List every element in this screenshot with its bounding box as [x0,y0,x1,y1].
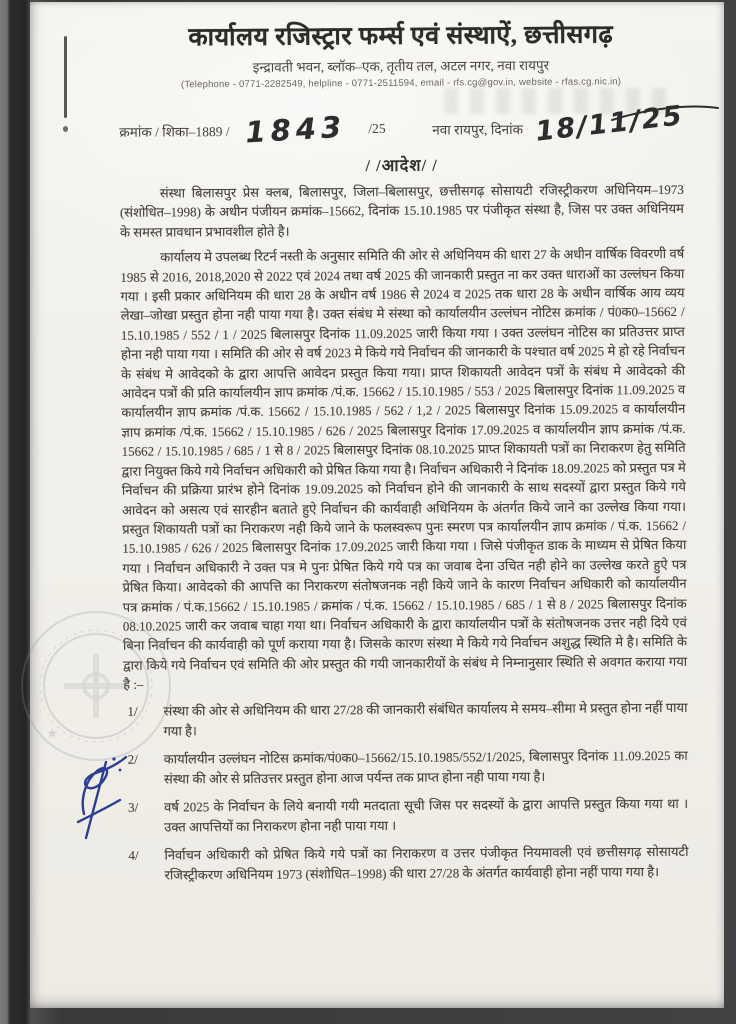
list-item-number: 2/ [127,751,138,767]
list-item [124,793,688,838]
list-item [124,745,688,790]
seal-star-glyph: ★ [46,727,59,742]
handwritten-date: 18/11/25 [533,100,685,148]
handwritten-ref-number: 1843 [244,109,348,150]
list-item-number: 1/ [127,703,138,719]
list-item-text: कार्यालयीन उल्लंघन नोटिस क्रमांक/पं0क0–15662/15.10.1985/552/1/2025, बिलासपुर दिनांक 11.09.2025 का संस्था की ओर से प्रतिउत्तर प्रस्तुत होना आज पर्यन्त तक प्राप्त होना नही पाया गया है। [163,747,688,787]
list-item-number: 4/ [128,847,139,863]
list-item-text: निर्वाचन अधिकारी को प्रेषित किये गये पत्रों का निराकरण व उत्तर पंजीकृत नियमावली एवं छत्तीसगढ़ सोसायटी रजिस्ट्रीकरण अधिनियम 1973 (संशोधित–1998) की धारा 27/28 के अंतर्गत कार्यवाही होना नहीं पाया गया है। [164,843,689,883]
office-address: इन्द्रावती भवन, ब्लॉक–एक, तृतीय तल, अटल नगर, नवा रायपुर [252,57,550,75]
list-item-number: 3/ [128,799,139,815]
office-title: कार्यालय रजिस्ट्रार फर्म्स एवं संस्थाऐं, छत्तीसगढ़ [188,21,614,52]
reference-number [119,109,386,150]
blue-ink-signature [70,750,150,850]
list-item [123,697,687,742]
ref-number-prefix: क्रमांक / शिका–1889 / [119,124,230,140]
reference-line [119,100,685,150]
ref-number-suffix: /25 [368,120,386,137]
paragraph-registration-details: संस्था बिलासपुर प्रेस क्लब, बिलासपुर, जिला–बिलासपुर, छत्तीसगढ़ सोसायटी रजिस्ट्रीकरण अधिनियम–1973 (संशोधित–1998) के अधीन पंजीयन क्रमांक–15662, दिनांक 15.10.1985 पर पंजीकृत संस्था है, जिस पर उक्त अधिनियम के समस्त प्रावधान प्रभावशील होते है। [119,181,684,240]
official-seal-stamp [16,606,176,766]
paragraph-violation-narrative: कार्यालय मे उपलब्ध रिटर्न नस्ती के अनुसार समिति की ओर से अधिनियम की धारा 27 के अधीन वार्षिक विवरणी वर्ष 1985 से 2016, 2018,2020 से 2022 एवं 2024 तथा वर्ष 2025 की जानकारी प्रस्तुत ना कर उक्त धाराओं का उल्लंघन किया गया । इसी प्रकार अधिनियम की धारा 28 के अधीन वर्ष 1986 से 2024 व 2025 तक धारा 28 के अधीन वार्षिक आय व्यय लेखा–जोखा प्रस्तुत होना नही पाया गया है। उक्त संबंध मे संस्था को कार्यालयीन उल्लंघन नोटिस क्रमांक / पं0क0–15662 / 15.10.1985 / 552 / 1 / 2025 बिलासपुर दिनांक 11.09.2025 जारी किया गया । उक्त उल्लंघन नोटिस का प्रतिउत्तर प्राप्त होना नही पाया गया । समिति की ओर से वर्ष 2023 मे किये गये निर्वाचन की जानकारी के पश्चात वर्ष 2025 मे हो रहे निर्वाचन के संबंध मे आवेदको के द्वारा आपत्ति आवेदन प्रस्तुत किया गया। प्राप्त शिकायती आवेदन पत्रों के संबंध मे आवेदको की आवेदन पत्रों की प्रति कार्यालयीन ज्ञाप क्रमांक /पं.क. 15662 / 15.10.1985 / 553 / 2025 बिलासपुर दिनांक 11.09.2025 व कार्यालयीन ज्ञाप क्रमांक /पं.क. 15662 / 15.10.1985 / 562 / 1,2 / 2025 बिलासपुर दिनांक 15.09.2025 व कार्यालयीन ज्ञाप क्रमांक /पं.क. 15662 / 15.10.1985 / 626 / 2025 बिलासपुर दिनांक 17.09.2025 व कार्यालयीन ज्ञाप क्रमांक /पं.क. 15662 / 15.10.1985 / 685 / 1 से 8 / 2025 बिलासपुर दिनांक 08.10.2025 प्राप्त शिकायती पत्रों का निराकरण हेतु समिति द्वारा नियुक्त किये गये निर्वाचन अधिकारी को प्रेषित किया गया है। निर्वाचन अधिकारी ने दिनांक 18.09.2025 को प्रस्तुत पत्र मे निर्वाचन की प्रक्रिया प्रारंभ होने दिनांक 19.09.2025 को निर्वाचन होने की जानकारी के साथ सदस्यों द्वारा प्रस्तुत किये गये आवेदन को असत्य एवं सारहीन बताते हुऐ निर्वाचन की कार्यवाही अधिनियम के अंतर्गत किये जाने का उल्लेख किया गया। प्रस्तुत शिकायती पत्रों का निराकरण नही किये जाने के फलस्वरूप पुनः स्मरण पत्र कार्यालयीन ज्ञाप क्रमांक / पं.क. 15662 / 15.10.1985 / 626 / 2025 बिलासपुर दिनांक 17.09.2025 जारी किया गया । जिसे पंजीकृत डाक के माध्यम से प्रेषित किया गया । निर्वाचन अधिकारी ने उक्त पत्र मे पुनः प्रेषित किये गये पत्र का जवाब देना उचित नही होने का उल्लेख करते हुऐ पत्र प्रेषित किया। आवेदको की आपत्ति का निराकरण संतोषजनक नही किये जाने के कारण निर्वाचन अधिकारी को कार्यालयीन पत्र क्रमांक / पं.क.15662 / 15.10.1985 / क्रमांक / पं.क. 15662 / 15.10.1985 / 685 / 1 से 8 / 2025 बिलासपुर दिनांक 08.10.2025 जारी कर जवाब चाहा गया था। निर्वाचन अधिकारी के द्वारा कार्यालयीन पत्रों के संतोषजनक उत्तर नही दिये एवं बिना निर्वाचन की कार्यवाही को पूर्ण कराया गया है। जिसके कारण संस्था मे किये गये निर्वाचन अशुद्ध स्थिति मे है। समिति के द्वारा किये गये निर्वाचन एवं समिति की ओर प्रस्तुत की गयी जानकारीयों के संबंध मे निम्नानुसार स्थिति से अवगत कराया गया है :– [120,246,688,692]
order-heading: / /आदेश/ / [365,155,438,176]
place-date-label: नवा रायपुर, दिनांक [432,121,523,138]
findings-list [123,697,688,886]
letterhead [119,16,683,91]
document-content [26,0,727,1010]
list-item [124,841,688,886]
office-contact-line: (Telephone - 0771-2282549, helpline - 0771-2511594, email - rfs.cg@gov.in, website - rfas.cg.nic.in) [180,76,622,91]
pen-stroke-flourish [610,98,720,128]
list-item-text: वर्ष 2025 के निर्वाचन के लिये बनायी गयी मतदाता सूची जिस पर सदस्यों के द्वारा आपत्ति प्रस्तुत किया गया था । उक्त आपत्तियों का निराकरण होना नही पाया गया । [164,795,689,835]
list-item-text: संस्था की ओर से अधिनियम की धारा 27/28 की जानकारी संबंधित कार्यालय मे समय–सीमा मे प्रस्तुत होना नहीं पाया गया है। [163,699,688,739]
document-page [30,2,724,1008]
